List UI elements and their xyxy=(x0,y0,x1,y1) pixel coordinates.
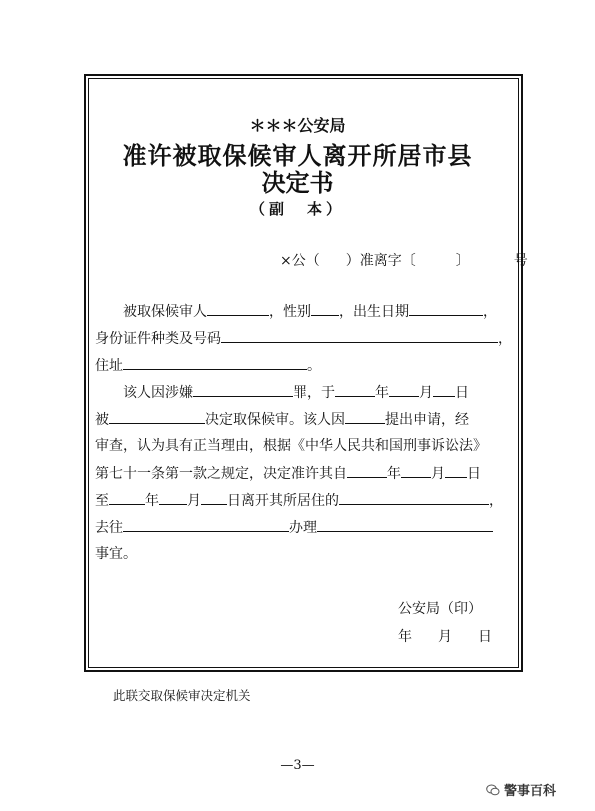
label-month: 月 xyxy=(431,466,445,482)
line-bail-decided xyxy=(95,408,520,430)
blank-reason[interactable] xyxy=(345,408,385,424)
punct: 。 xyxy=(307,358,321,374)
label-address: 住址 xyxy=(95,358,123,374)
blank-to-year[interactable] xyxy=(109,489,145,505)
line-legal-basis: 审查，认为具有正当理由，根据《中华人民共和国刑事诉讼法》 xyxy=(95,438,487,454)
blank-name[interactable] xyxy=(207,300,269,316)
blank-from-year[interactable] xyxy=(347,462,387,478)
label-id: 身份证件种类及号码 xyxy=(95,331,221,347)
label-year: 年 xyxy=(375,385,389,401)
issuing-agency: ＊＊＊公安局 xyxy=(249,116,346,135)
label-suspected: 该人因涉嫌 xyxy=(123,385,193,401)
label-crime: 罪，于 xyxy=(293,385,335,401)
docno-close: 〕 xyxy=(455,253,470,269)
label-month: 月 xyxy=(419,385,433,401)
blank-to-day[interactable] xyxy=(201,489,227,505)
line-person-info xyxy=(123,300,518,322)
line-address xyxy=(95,354,520,376)
label-leave-residence: 日离开其所居住的 xyxy=(227,493,339,509)
label-gender: ，性别 xyxy=(269,304,311,320)
copy-label: （副 本） xyxy=(249,200,345,218)
label-birthdate: ，出生日期 xyxy=(339,304,409,320)
blank-year[interactable] xyxy=(335,381,375,397)
line-destination xyxy=(95,516,520,538)
page-number: —3— xyxy=(280,758,315,773)
label-year: 年 xyxy=(145,493,159,509)
label-destination: 去往 xyxy=(95,520,123,536)
blank-to-month[interactable] xyxy=(159,489,187,505)
watermark-text: 警事百科 xyxy=(504,784,557,799)
label-day: 日 xyxy=(467,466,481,482)
blank-id[interactable] xyxy=(221,327,498,343)
blank-authority[interactable] xyxy=(109,408,205,424)
punct: ， xyxy=(489,493,503,509)
label-bail: 决定取保候审。该人因 xyxy=(205,412,345,428)
line-matters: 事宜。 xyxy=(95,546,137,562)
date-day: 日 xyxy=(478,629,492,645)
label-handle: 办理 xyxy=(289,520,317,536)
line-permit-to xyxy=(95,489,520,511)
label-month: 月 xyxy=(187,493,201,509)
blank-matter[interactable] xyxy=(317,516,493,532)
line-id xyxy=(95,327,520,349)
blank-address[interactable] xyxy=(123,354,307,370)
line-permit-from xyxy=(95,462,520,484)
seal-label: 公安局（印） xyxy=(398,601,482,617)
label-to: 至 xyxy=(95,493,109,509)
docno-middle: ）准离字〔 xyxy=(345,253,416,269)
blank-from-month[interactable] xyxy=(401,462,431,478)
watermark xyxy=(486,780,556,799)
document-title: 准许被取保候审人离开所居市县 xyxy=(122,141,473,170)
document-title-line2: 决定书 xyxy=(261,168,334,197)
punct: ， xyxy=(498,331,512,347)
blank-gender[interactable] xyxy=(311,300,339,316)
docno-prefix: ×公（ xyxy=(280,253,320,269)
blank-birthdate[interactable] xyxy=(409,300,483,316)
label-applied: 提出申请，经 xyxy=(385,412,469,428)
blank-crime[interactable] xyxy=(193,381,293,397)
line-suspected xyxy=(123,381,518,403)
blank-month[interactable] xyxy=(389,381,419,397)
label-year: 年 xyxy=(387,466,401,482)
label-person: 被取保候审人 xyxy=(123,304,207,320)
docno-suffix: 号 xyxy=(513,253,528,269)
document-number xyxy=(280,250,528,270)
wechat-icon xyxy=(486,783,500,797)
date-month: 月 xyxy=(438,629,452,645)
blank-destination[interactable] xyxy=(123,516,289,532)
sign-date xyxy=(398,626,492,646)
blank-from-day[interactable] xyxy=(445,462,467,478)
blank-residence[interactable] xyxy=(339,489,489,505)
label-permit: 第七十一条第一款之规定，决定准许其自 xyxy=(95,466,347,482)
footer-note: 此联交取保候审决定机关 xyxy=(113,688,251,703)
label-day: 日 xyxy=(455,385,469,401)
label-by: 被 xyxy=(95,412,109,428)
date-year: 年 xyxy=(398,629,412,645)
blank-day[interactable] xyxy=(433,381,455,397)
punct: ， xyxy=(483,304,497,320)
